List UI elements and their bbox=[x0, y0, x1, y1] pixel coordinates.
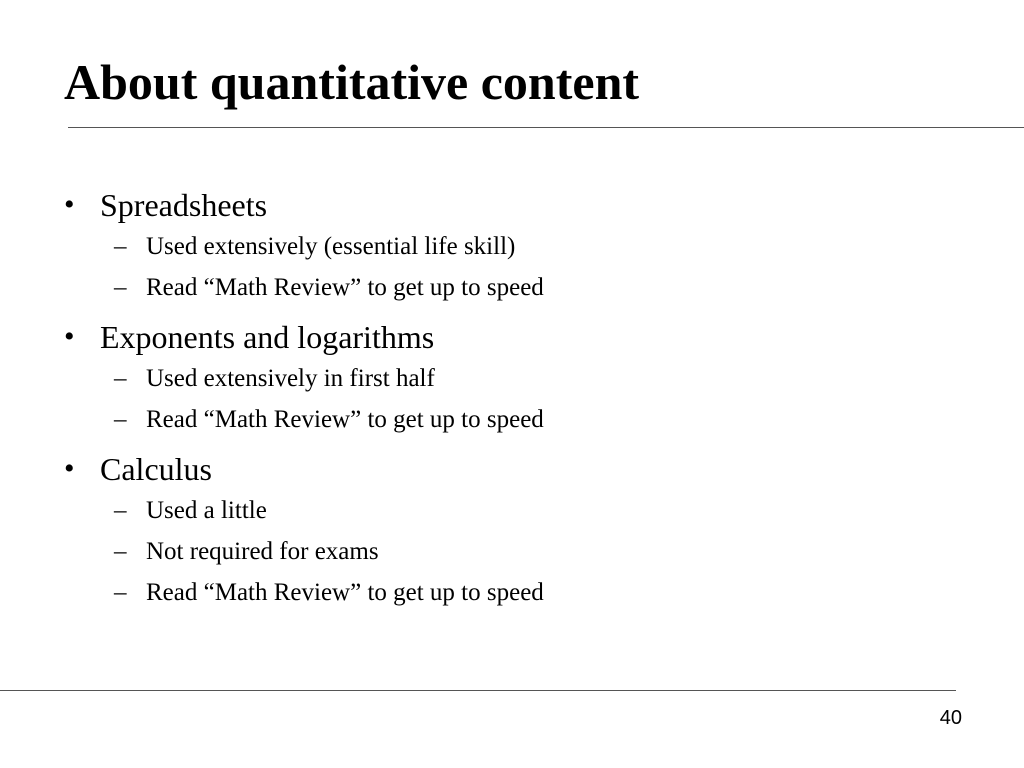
sub-item-text: Read “Math Review” to get up to speed bbox=[146, 579, 544, 606]
sub-list bbox=[100, 226, 964, 308]
dash-icon: – bbox=[114, 406, 127, 433]
bullet-dot-icon: • bbox=[64, 188, 75, 221]
sub-item-text: Used extensively in first half bbox=[146, 365, 435, 392]
sub-item bbox=[100, 267, 964, 308]
sub-list bbox=[100, 358, 964, 440]
sub-item bbox=[100, 358, 964, 399]
bullet-list bbox=[64, 184, 964, 621]
sub-item-text: Read “Math Review” to get up to speed bbox=[146, 406, 544, 433]
sub-item-text: Used a little bbox=[146, 497, 267, 524]
sub-list bbox=[100, 490, 964, 613]
bullet-item bbox=[64, 316, 964, 440]
dash-icon: – bbox=[114, 274, 127, 301]
bullet-dot-icon: • bbox=[64, 452, 75, 485]
sub-item bbox=[100, 572, 964, 613]
sub-item-text: Read “Math Review” to get up to speed bbox=[146, 274, 544, 301]
sub-item bbox=[100, 399, 964, 440]
dash-icon: – bbox=[114, 497, 127, 524]
sub-item bbox=[100, 490, 964, 531]
bullet-item bbox=[64, 448, 964, 613]
page-number: 40 bbox=[939, 707, 962, 729]
slide-title: About quantitative content bbox=[64, 54, 640, 110]
title-divider bbox=[68, 127, 1024, 128]
dash-icon: – bbox=[114, 538, 127, 565]
dash-icon: – bbox=[114, 233, 127, 260]
sub-item-text: Used extensively (essential life skill) bbox=[146, 233, 516, 260]
bullet-text: Calculus bbox=[100, 451, 212, 487]
bullet-text: Spreadsheets bbox=[100, 187, 268, 223]
sub-item-text: Not required for exams bbox=[146, 538, 379, 565]
sub-item bbox=[100, 531, 964, 572]
bullet-text: Exponents and logarithms bbox=[100, 319, 435, 355]
footer-divider bbox=[0, 690, 956, 691]
bullet-dot-icon: • bbox=[64, 320, 75, 353]
dash-icon: – bbox=[114, 365, 127, 392]
sub-item bbox=[100, 226, 964, 267]
dash-icon: – bbox=[114, 579, 127, 606]
bullet-item bbox=[64, 184, 964, 308]
